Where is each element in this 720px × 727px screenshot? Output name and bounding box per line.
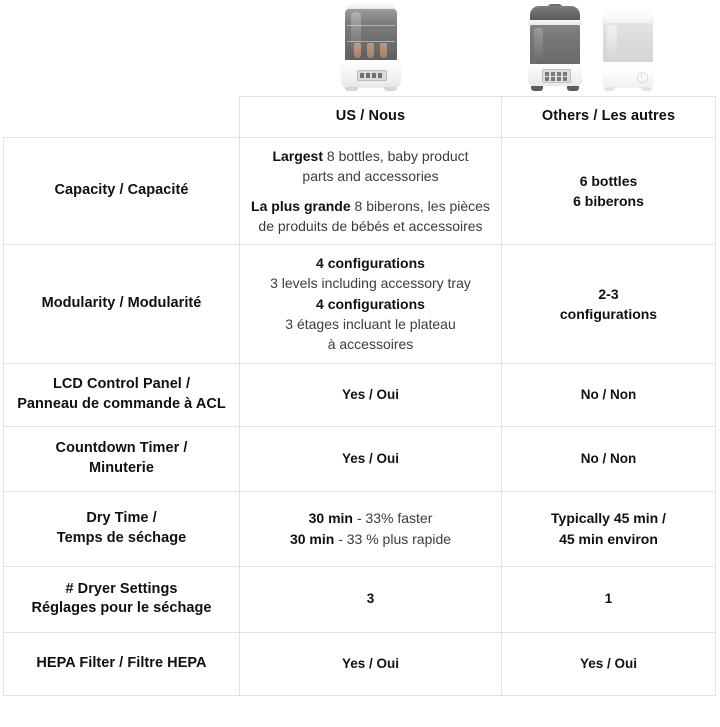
feature-line-fr: Minuterie — [89, 459, 154, 476]
header-spacer-cell — [4, 97, 240, 138]
sterilizer-window — [603, 23, 653, 63]
table-row — [4, 245, 716, 363]
feature-label-dryer-settings — [4, 566, 240, 632]
header-others: Others / Les autres — [502, 97, 716, 138]
table-row — [4, 632, 716, 695]
sterilizer-chamber — [345, 9, 397, 61]
value-others-countdown-timer: No / Non — [502, 426, 716, 491]
value-us-modularity: 4 configurations 3 levels including accessory tray 4 configurations 3 étages incluant le plateau à accessoires — [240, 245, 502, 363]
product-foot — [641, 87, 652, 91]
feature-label-countdown-timer — [4, 426, 240, 491]
feature-label-lcd-control-panel — [4, 363, 240, 426]
table-row — [4, 363, 716, 426]
value-others-dryer-settings: 1 — [502, 566, 716, 632]
value-us-capacity: Largest 8 bottles, baby product parts and accessories La plus grande 8 biberons, les pièces de produits de bébés et accessoires — [240, 138, 502, 245]
value-us-lcd-control-panel: Yes / Oui — [240, 363, 502, 426]
control-panel-icon — [542, 69, 571, 83]
feature-line-en: Countdown Timer / — [55, 440, 188, 457]
product-foot — [567, 86, 579, 91]
feature-label-dry-time — [4, 491, 240, 566]
value-us-countdown-timer: Yes / Oui — [240, 426, 502, 491]
bottle-icon — [380, 43, 387, 58]
feature-label-capacity: Capacity / Capacité — [4, 138, 240, 245]
value-emphasis: Largest — [272, 148, 324, 164]
product-image-strip — [0, 0, 720, 96]
feature-label-modularity: Modularity / Modularité — [4, 245, 240, 363]
line-gap — [250, 187, 491, 196]
value-emphasis: La plus grande — [251, 197, 351, 214]
feature-line-fr: Panneau de commande à ACL — [17, 395, 226, 412]
value-others-lcd-control-panel: No / Non — [502, 363, 716, 426]
feature-line-fr: Réglages pour le séchage — [31, 600, 212, 617]
sterilizer-top — [530, 6, 580, 21]
value-us-dryer-settings: 3 — [240, 566, 502, 632]
chamber-highlight — [351, 12, 361, 56]
feature-line-en: # Dryer Settings — [65, 580, 178, 597]
product-image-other-sterilizer-gray — [527, 6, 583, 92]
product-image-us-sterilizer — [340, 2, 402, 92]
window-highlight — [607, 25, 617, 60]
value-others-dry-time: Typically 45 min / 45 min environ — [502, 491, 716, 566]
sterilizer-base — [528, 64, 582, 86]
product-foot — [384, 87, 397, 91]
value-us-dry-time: 30 min - 33% faster 30 min - 33 % plus rapide — [240, 491, 502, 566]
feature-line-en: Dry Time / — [86, 510, 157, 527]
table-row — [4, 566, 716, 632]
feature-line-en: LCD Control Panel / — [52, 376, 191, 393]
lcd-panel-icon — [357, 70, 387, 81]
sterilizer-body — [530, 25, 580, 65]
value-others-capacity: 6 bottles 6 biberons — [502, 138, 716, 245]
sterilizer-base — [341, 60, 401, 87]
value-us-hepa-filter: Yes / Oui — [240, 632, 502, 695]
product-image-other-sterilizer-white — [600, 6, 656, 92]
table-header-row — [4, 97, 716, 138]
value-others-hepa-filter: Yes / Oui — [502, 632, 716, 695]
sterilizer-cap — [602, 6, 654, 24]
header-us: US / Nous — [240, 97, 502, 138]
sterilizer-base — [602, 62, 654, 88]
table-row — [4, 138, 716, 245]
product-foot — [345, 87, 358, 91]
body-highlight — [534, 28, 543, 62]
value-others-modularity: 2-3 configurations — [502, 245, 716, 363]
feature-comparison-table — [3, 96, 716, 696]
feature-line-fr: Temps de séchage — [56, 529, 187, 546]
table-row — [4, 426, 716, 491]
bottle-icon — [367, 43, 374, 58]
table-row — [4, 491, 716, 566]
product-foot — [604, 87, 615, 91]
feature-label-hepa-filter: HEPA Filter / Filtre HEPA — [4, 632, 240, 695]
power-button-icon — [637, 72, 648, 83]
product-foot — [531, 86, 543, 91]
